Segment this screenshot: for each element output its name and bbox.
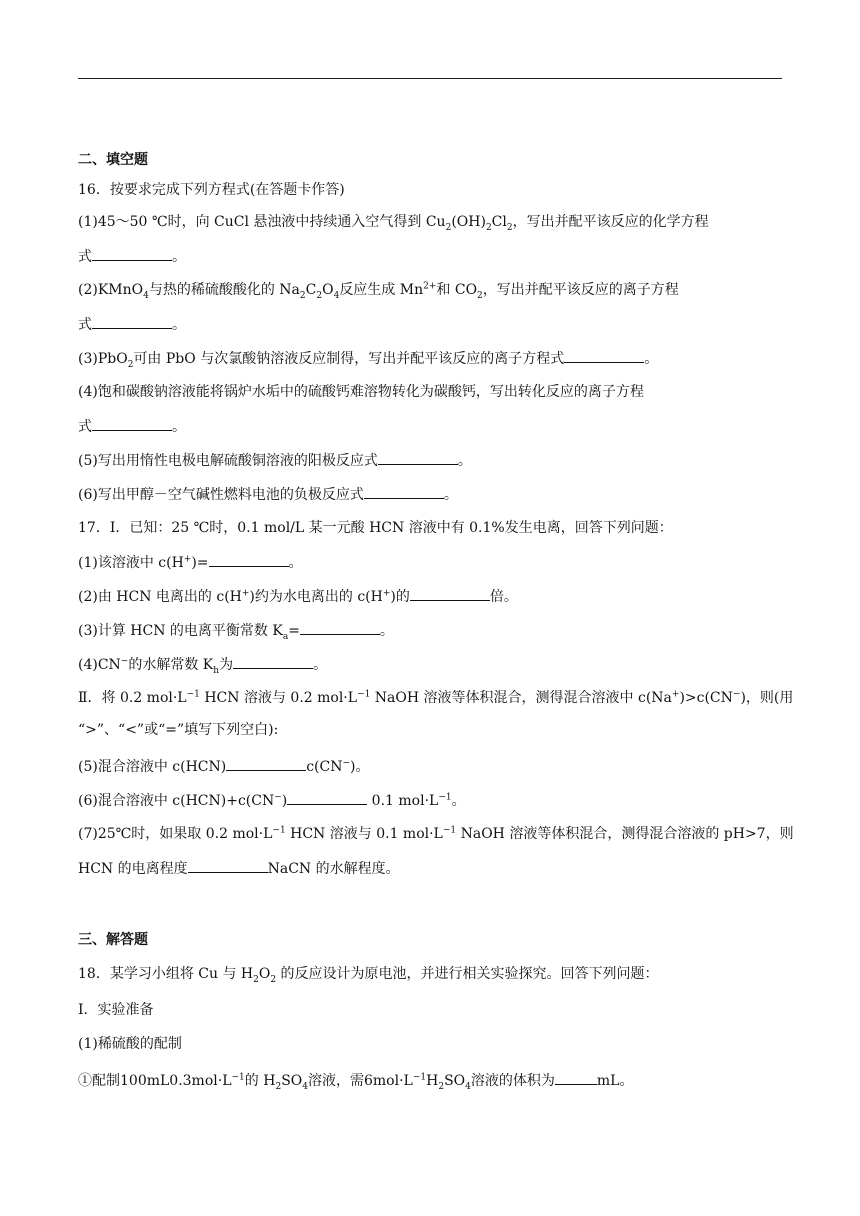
answer-blank[interactable] [364,484,444,499]
section-3-title: 三、解答题 [78,932,148,948]
q18-part1: (1)稀硫酸的配制 [78,1036,182,1052]
q18-part1-item1: ①配制$100mL0.3mol\cdot L^{-1}$的 $H_2SO_4$溶液，需$6mol\cdot L^{-1}H_2SO_4$溶液的体积为 mL。 [78,1070,633,1091]
answer-blank[interactable] [564,348,644,363]
q16-part6: (6)写出甲醇－空气碱性燃料电池的负极反应式 。 [78,484,458,505]
answer-blank[interactable] [92,246,172,261]
header-rule [78,78,782,79]
q17-part1: (1)该溶液中 c(H+)= 。 [78,552,303,573]
q17-part5: (5)混合溶液中 c(HCN) c(CN−)。 [78,756,370,777]
answer-blank[interactable] [555,1070,597,1085]
answer-blank[interactable] [92,416,172,431]
answer-blank[interactable] [209,552,289,567]
answer-blank[interactable] [233,654,313,669]
answer-blank[interactable] [378,450,458,465]
section-2-title: 二、填空题 [78,152,148,168]
q17-stem: 17．Ⅰ．已知：25 ℃时，0.1 mol/L 某一元酸 HCN 溶液中有 0.1%发生电离，回答下列问题： [78,520,673,536]
q16-stem: 16．按要求完成下列方程式(在答题卡作答) [78,182,345,198]
answer-blank[interactable] [287,790,367,805]
q16-part5: (5)写出用惰性电极电解硫酸铜溶液的阳极反应式 。 [78,450,472,471]
q17-part2: (2)由 HCN 电离出的 c(H+)约为水电离出的 c(H+)的 倍。 [78,586,518,607]
q18-part-i: I．实验准备 [78,1002,154,1018]
answer-blank[interactable] [300,620,380,635]
q17-part6: (6)混合溶液中 c(HCN)+c(CN−) 0.1 $mol\cdot L^{-1}$。 [78,790,466,811]
q17-part3: (3)计算 HCN 的电离平衡常数 $K_a=$ 。 [78,620,394,641]
q17-part7-line2: HCN 的电离程度 NaCN 的水解程度。 [78,858,400,879]
q17-part4: (4)CN−的水解常数 $K_h$为 。 [78,654,327,675]
q18-stem: 18．某学习小组将 Cu 与 $H_2O_2$ 的反应设计为原电池，并进行相关实验探究。回答下列问题： [78,966,659,985]
q16-part3: (3)PbO$_2$可由 PbO 与次氯酸钠溶液反应制得，写出并配平该反应的离子方程式 。 [78,348,658,369]
q17-part7-line1: (7)25℃时，如果取 0.2 $mol\cdot L^{-1}$ HCN 溶液与 0.1 $mol\cdot L^{-1}$ NaOH 溶液等体积混合，测得混合溶液的 pH>7，则 [78,825,794,842]
q16-part1-line2: 式 。 [78,246,186,267]
answer-blank[interactable] [92,314,172,329]
answer-blank[interactable] [410,586,490,601]
q17-ii-line1: Ⅱ．将 0.2 $mol\cdot L^{-1}$ HCN 溶液与 0.2 $mol\cdot L^{-1}$ NaOH 溶液等体积混合，测得混合溶液中 c(Na+)>c(CN−)，则(用 [78,689,794,706]
q17-ii-line2: “>”、“<”或“=”填写下列空白): [78,722,279,738]
q16-part1-line1: (1)45～50 ℃时，向 CuCl 悬浊液中持续通入空气得到 $Cu_2(OH)_2Cl_2$，写出并配平该反应的化学方程 [78,214,709,233]
q16-part2-line1: (2)KMnO$_4$与热的稀硫酸酸化的 $Na_2C_2O_4$反应生成 $Mn^{2+}$和 $CO_2$，写出并配平该反应的离子方程 [78,281,679,301]
q16-part2-line2: 式 。 [78,314,186,335]
q16-part4-line2: 式 。 [78,416,186,437]
answer-blank[interactable] [188,858,268,873]
answer-blank[interactable] [226,756,306,771]
q16-part4-line1: (4)饱和碳酸钠溶液能将锅炉水垢中的硫酸钙难溶物转化为碳酸钙，写出转化反应的离子方程 [78,384,644,400]
